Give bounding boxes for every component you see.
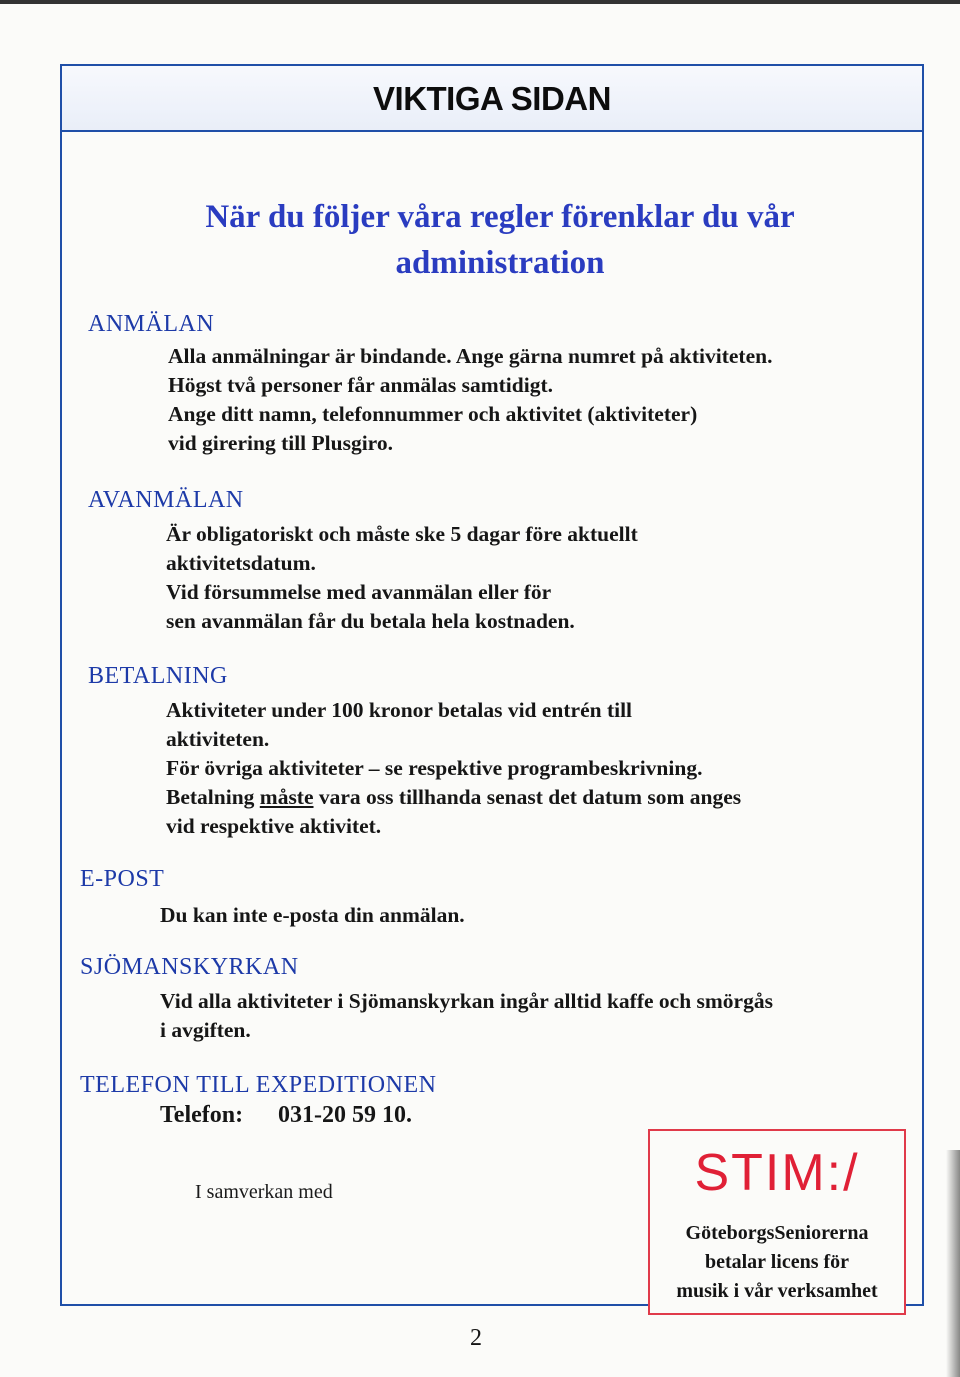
section-title: E-POST — [80, 866, 165, 892]
body-line: vid respektive aktivitet. — [166, 814, 382, 838]
section-title: AVANMÄLAN — [88, 487, 244, 513]
section-body — [166, 520, 638, 636]
body-line: Aktiviteter under 100 kronor betalas vid entrén till — [166, 698, 633, 722]
stim-logo: STIM:/ — [694, 1144, 860, 1202]
body-line: vid girering till Plusgiro. — [168, 431, 393, 455]
page-title: VIKTIGA SIDAN — [373, 80, 611, 117]
section-betalning — [88, 662, 741, 841]
section-body — [160, 1101, 436, 1130]
telefon-number: 031-20 59 10. — [278, 1102, 412, 1128]
section-anmalan — [88, 310, 772, 458]
section-title: SJÖMANSKYRKAN — [80, 954, 299, 980]
body-line: Vid försummelse med avanmälan eller för — [166, 580, 552, 604]
header-band — [62, 66, 922, 132]
headline-line-1: När du följer våra regler förenklar du vår — [205, 199, 795, 235]
body-text: Betalning — [166, 785, 260, 809]
stim-text — [650, 1219, 904, 1306]
section-title: BETALNING — [88, 663, 228, 689]
stim-line: GöteborgsSeniorerna — [685, 1222, 869, 1244]
section-title: ANMÄLAN — [88, 311, 215, 337]
body-line: Du kan inte e-posta din anmälan. — [160, 903, 465, 927]
body-line: aktiviteten. — [166, 727, 270, 751]
headline — [140, 194, 860, 286]
body-line: För övriga aktiviteter – se respektive programbeskrivning. — [166, 756, 703, 780]
body-line: Ange ditt namn, telefonnummer och aktivitet (aktiviteter) — [168, 402, 698, 426]
section-avanmalan — [88, 486, 638, 636]
body-line: Vid alla aktiviteter i Sjömanskyrkan ingår alltid kaffe och smörgås — [160, 989, 773, 1013]
underlined-word: måste — [259, 785, 314, 809]
stim-line: betalar licens för — [704, 1251, 850, 1273]
section-epost — [80, 865, 465, 930]
stim-line: musik i vår verksamhet — [676, 1280, 878, 1302]
body-line: aktivitetsdatum. — [166, 551, 316, 575]
body-line: Är obligatoriskt och måste ske 5 dagar före aktuellt — [166, 522, 638, 546]
section-sjomanskyrkan — [80, 953, 773, 1045]
top-rule — [0, 0, 960, 20]
section-telefon — [80, 1071, 436, 1130]
section-body — [160, 987, 773, 1045]
section-body — [166, 696, 741, 841]
telefon-label: Telefon: — [160, 1102, 244, 1128]
body-line — [166, 783, 741, 812]
partner-text: I samverkan med — [195, 1181, 333, 1203]
section-title: TELEFON TILL EXPEDITIONEN — [80, 1072, 437, 1098]
body-line: i avgiften. — [160, 1018, 251, 1042]
headline-line-2: administration — [395, 245, 605, 281]
page-number: 2 — [470, 1325, 482, 1351]
body-text: vara oss tillhanda senast det datum som anges — [313, 785, 742, 809]
section-body — [168, 342, 772, 458]
binding-shadow — [946, 1150, 960, 1377]
section-body — [160, 901, 465, 930]
body-line: Alla anmälningar är bindande. Ange gärna numret på aktiviteten. — [168, 344, 773, 368]
stim-box — [648, 1129, 906, 1315]
body-line: Högst två personer får anmälas samtidigt. — [168, 373, 553, 397]
body-line: sen avanmälan får du betala hela kostnaden. — [166, 609, 575, 633]
